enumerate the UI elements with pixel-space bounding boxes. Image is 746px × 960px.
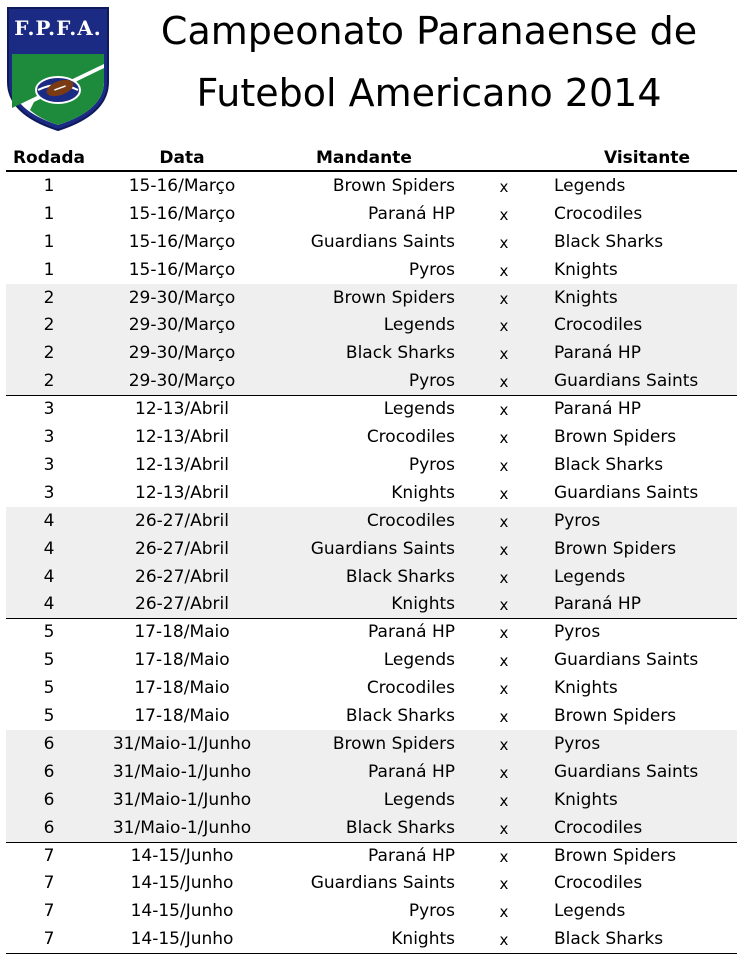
cell-visitante: Paraná HP (554, 399, 641, 420)
cell-versus: x (499, 903, 509, 922)
cell-versus: x (499, 736, 509, 754)
cell-visitante: Crocodiles (554, 203, 643, 224)
cell-versus: x (499, 763, 509, 782)
table-row (6, 479, 737, 507)
cell-visitante: Guardians Saints (554, 482, 699, 503)
cell-visitante: Brown Spiders (554, 706, 677, 727)
cell-versus: x (499, 847, 509, 866)
cell-versus: x (499, 540, 509, 559)
table-row (6, 451, 737, 479)
table-row (6, 535, 737, 563)
cell-rodada: 1 (43, 231, 55, 252)
cell-visitante: Paraná HP (554, 594, 641, 615)
cell-mandante: Crocodiles (366, 510, 455, 531)
table-row (6, 674, 737, 702)
cell-visitante: Knights (554, 789, 618, 810)
cell-data: 14-15/Junho (130, 929, 234, 950)
table-row (6, 869, 737, 897)
table-row (6, 758, 737, 786)
cell-visitante: Legends (554, 566, 626, 587)
table-row (6, 311, 737, 339)
table-row (6, 228, 737, 256)
cell-rodada: 6 (43, 761, 55, 782)
cell-data: 29-30/Março (128, 371, 236, 392)
cell-data: 26-27/Abril (135, 538, 229, 559)
table-row (6, 284, 737, 312)
header-visitante: Visitante (604, 148, 690, 168)
cell-visitante: Paraná HP (554, 343, 641, 364)
cell-data: 15-16/Março (128, 259, 236, 280)
cell-data: 29-30/Março (128, 287, 236, 308)
cell-data: 29-30/Março (128, 343, 236, 364)
cell-mandante: Legends (383, 650, 455, 671)
cell-visitante: Black Sharks (554, 231, 664, 252)
table-row (6, 590, 737, 618)
cell-mandante: Guardians Saints (310, 538, 455, 559)
header-mandante: Mandante (316, 148, 412, 168)
table-row (6, 172, 737, 200)
cell-data: 31/Maio-1/Junho (112, 734, 252, 754)
cell-rodada: 2 (43, 287, 55, 308)
cell-mandante: Knights (391, 929, 455, 950)
cell-data: 12-13/Abril (135, 454, 229, 475)
cell-mandante: Brown Spiders (332, 176, 455, 196)
cell-rodada: 3 (43, 399, 55, 420)
cell-mandante: Guardians Saints (310, 231, 455, 252)
cell-rodada: 7 (43, 901, 55, 922)
cell-mandante: Crocodiles (366, 427, 455, 448)
cell-versus: x (499, 512, 509, 531)
cell-versus: x (499, 401, 509, 420)
cell-rodada: 5 (43, 706, 55, 727)
cell-rodada: 7 (43, 845, 55, 866)
cell-rodada: 4 (43, 510, 55, 531)
header-rodada: Rodada (12, 148, 86, 168)
cell-visitante: Pyros (554, 734, 601, 754)
cell-rodada: 5 (43, 650, 55, 671)
cell-data: 26-27/Abril (135, 566, 229, 587)
cell-visitante: Brown Spiders (554, 538, 677, 559)
cell-visitante: Black Sharks (554, 454, 664, 475)
cell-visitante: Brown Spiders (554, 845, 677, 866)
round-divider (6, 953, 737, 954)
cell-data: 17-18/Maio (134, 622, 230, 643)
header-data: Data (159, 148, 205, 168)
cell-mandante: Black Sharks (345, 706, 455, 727)
cell-data: 31/Maio-1/Junho (112, 761, 252, 782)
cell-visitante: Guardians Saints (554, 650, 699, 671)
cell-data: 12-13/Abril (135, 482, 229, 503)
cell-mandante: Legends (383, 399, 455, 420)
cell-versus: x (499, 596, 509, 615)
cell-versus: x (499, 456, 509, 475)
cell-versus: x (499, 261, 509, 280)
cell-data: 26-27/Abril (135, 594, 229, 615)
cell-versus: x (499, 875, 509, 894)
cell-rodada: 2 (43, 343, 55, 364)
cell-rodada: 6 (43, 817, 55, 838)
cell-rodada: 1 (43, 259, 55, 280)
cell-mandante: Black Sharks (345, 566, 455, 587)
cell-rodada: 5 (43, 678, 55, 699)
cell-rodada: 6 (43, 789, 55, 810)
cell-rodada: 4 (43, 594, 55, 615)
cell-mandante: Paraná HP (368, 761, 455, 782)
table-row (6, 897, 737, 925)
cell-versus: x (499, 708, 509, 727)
cell-rodada: 2 (43, 315, 55, 336)
cell-mandante: Pyros (408, 371, 455, 392)
cell-versus: x (499, 680, 509, 699)
table-row (6, 730, 737, 758)
cell-versus: x (499, 345, 509, 364)
round-block (6, 284, 737, 396)
cell-rodada: 3 (43, 454, 55, 475)
table-row (6, 618, 737, 646)
cell-data: 15-16/Março (128, 231, 236, 252)
title-line-2: Futebol Americano 2014 (196, 71, 662, 115)
cell-rodada: 4 (43, 566, 55, 587)
round-block (6, 842, 737, 954)
table-row (6, 786, 737, 814)
page-title (112, 0, 746, 124)
fpfa-logo (4, 4, 112, 132)
cell-versus: x (499, 205, 509, 224)
table-row (6, 423, 737, 451)
cell-versus: x (499, 624, 509, 643)
cell-data: 15-16/Março (128, 176, 236, 196)
cell-visitante: Crocodiles (554, 817, 643, 838)
cell-mandante: Legends (383, 789, 455, 810)
cell-visitante: Guardians Saints (554, 371, 699, 392)
table-row (6, 646, 737, 674)
cell-mandante: Knights (391, 482, 455, 503)
table-header (6, 146, 738, 170)
cell-versus: x (499, 791, 509, 810)
cell-mandante: Guardians Saints (310, 873, 455, 894)
cell-data: 15-16/Março (128, 203, 236, 224)
cell-visitante: Knights (554, 678, 618, 699)
cell-data: 31/Maio-1/Junho (112, 817, 252, 838)
cell-visitante: Black Sharks (554, 929, 664, 950)
cell-versus: x (499, 373, 509, 392)
logo-text: F.P.F.A. (14, 16, 102, 40)
table-row (6, 200, 737, 228)
cell-versus: x (499, 931, 509, 950)
cell-mandante: Brown Spiders (332, 734, 455, 754)
cell-visitante: Knights (554, 259, 618, 280)
cell-mandante: Crocodiles (366, 678, 455, 699)
cell-versus: x (499, 289, 509, 308)
table-row (6, 395, 737, 423)
table-row (6, 925, 737, 953)
cell-data: 17-18/Maio (134, 650, 230, 671)
cell-mandante: Paraná HP (368, 622, 455, 643)
cell-versus: x (499, 568, 509, 587)
cell-versus: x (499, 317, 509, 336)
table-row (6, 256, 737, 284)
cell-rodada: 3 (43, 427, 55, 448)
cell-mandante: Legends (383, 315, 455, 336)
cell-mandante: Pyros (408, 901, 455, 922)
cell-mandante: Paraná HP (368, 203, 455, 224)
cell-data: 14-15/Junho (130, 845, 234, 866)
table-row (6, 339, 737, 367)
cell-data: 14-15/Junho (130, 901, 234, 922)
cell-rodada: 1 (43, 176, 55, 196)
cell-versus: x (499, 484, 509, 503)
cell-visitante: Pyros (554, 510, 601, 531)
table-row (6, 563, 737, 591)
cell-visitante: Legends (554, 901, 626, 922)
round-block (6, 730, 737, 842)
cell-rodada: 7 (43, 873, 55, 894)
cell-data: 14-15/Junho (130, 873, 234, 894)
cell-mandante: Black Sharks (345, 343, 455, 364)
table-row (6, 702, 737, 730)
cell-visitante: Crocodiles (554, 315, 643, 336)
cell-mandante: Black Sharks (345, 817, 455, 838)
cell-versus: x (499, 178, 509, 196)
round-block (6, 618, 737, 730)
cell-visitante: Crocodiles (554, 873, 643, 894)
cell-rodada: 1 (43, 203, 55, 224)
round-block (6, 395, 737, 507)
cell-rodada: 6 (43, 734, 55, 754)
cell-mandante: Knights (391, 594, 455, 615)
cell-data: 31/Maio-1/Junho (112, 789, 252, 810)
cell-mandante: Brown Spiders (332, 287, 455, 308)
cell-data: 29-30/Março (128, 315, 236, 336)
title-line-1: Campeonato Paranaense de (160, 9, 698, 53)
cell-rodada: 4 (43, 538, 55, 559)
cell-data: 12-13/Abril (135, 427, 229, 448)
cell-rodada: 2 (43, 371, 55, 392)
round-block (6, 507, 737, 619)
cell-visitante: Knights (554, 287, 618, 308)
cell-versus: x (499, 233, 509, 252)
cell-visitante: Pyros (554, 622, 601, 643)
cell-mandante: Pyros (408, 454, 455, 475)
cell-rodada: 7 (43, 929, 55, 950)
cell-mandante: Pyros (408, 259, 455, 280)
cell-rodada: 3 (43, 482, 55, 503)
cell-visitante: Brown Spiders (554, 427, 677, 448)
cell-mandante: Paraná HP (368, 845, 455, 866)
cell-visitante: Guardians Saints (554, 761, 699, 782)
cell-data: 17-18/Maio (134, 678, 230, 699)
cell-data: 17-18/Maio (134, 706, 230, 727)
cell-versus: x (499, 652, 509, 671)
cell-rodada: 5 (43, 622, 55, 643)
round-block (6, 172, 737, 284)
cell-visitante: Legends (554, 176, 626, 196)
cell-data: 26-27/Abril (135, 510, 229, 531)
cell-data: 12-13/Abril (135, 399, 229, 420)
table-row (6, 507, 737, 535)
table-row (6, 367, 737, 395)
table-row (6, 814, 737, 842)
cell-versus: x (499, 429, 509, 448)
cell-versus: x (499, 819, 509, 838)
table-row (6, 842, 737, 870)
